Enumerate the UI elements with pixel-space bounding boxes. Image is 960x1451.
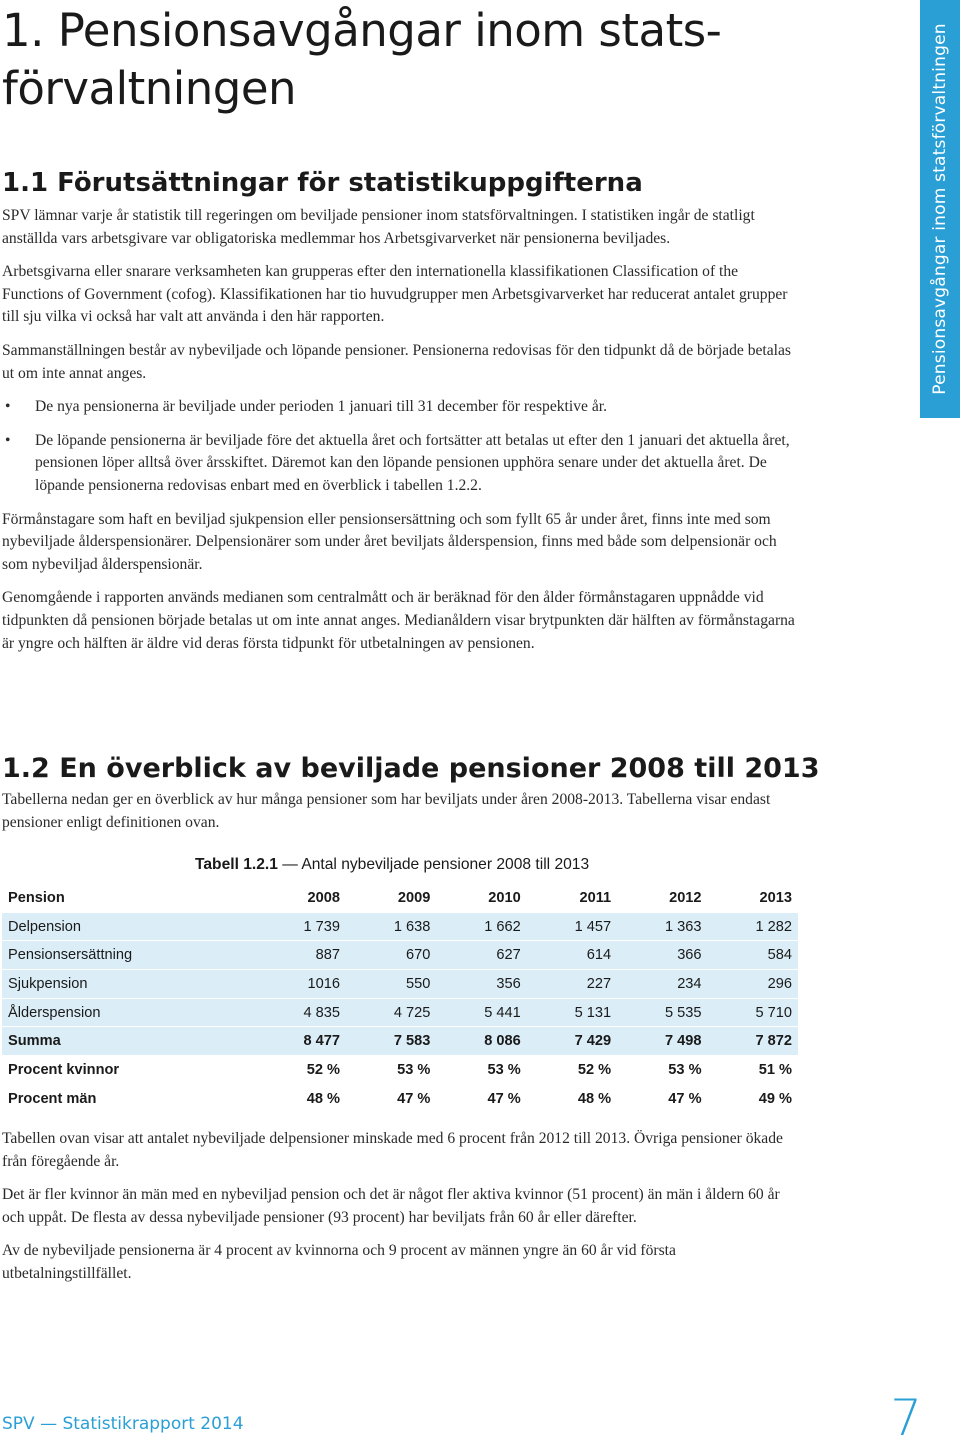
paragraph: Av de nybeviljade pensionerna är 4 procent av kvinnorna och 9 procent av männen yngre än 60 år vid första utbetalningstillfället. <box>2 1242 676 1282</box>
table-cell: 7 583 <box>346 1027 436 1056</box>
table-row <box>2 912 798 941</box>
table-cell: 887 <box>256 941 346 970</box>
column-header: 2010 <box>436 884 526 912</box>
table-cell: 227 <box>527 970 617 999</box>
table-cell: 52 % <box>256 1056 346 1085</box>
table-cell: 4 725 <box>346 998 436 1027</box>
table-cell: 614 <box>527 941 617 970</box>
row-label: Ålderspension <box>2 998 256 1027</box>
bullet-icon: • <box>5 431 11 449</box>
table-cell: 627 <box>436 941 526 970</box>
table-cell: 52 % <box>527 1056 617 1085</box>
table-cell: 47 % <box>436 1084 526 1113</box>
paragraph: SPV lämnar varje år statistik till regeringen om beviljade pensioner inom statsförvaltningen. I statistiken ingår de statligt anställda vars arbetsgivare var obligatoriska medlemmar hos Arbetsgivarverket när pensionerna beviljades. <box>2 207 755 247</box>
table-caption <box>195 856 589 874</box>
paragraph: Arbetsgivarna eller snarare verksamheten kan grupperas efter den internationella klassifikationen Classification of the Functions of Government (cofog). Klassifikationen har tio huvudgrupper men Arbetsgivarverket har reducerat antalet grupper till sju vilka vi också har valt att använda i den här rapporten. <box>2 263 788 326</box>
bullet-icon: • <box>5 398 11 416</box>
list-item-text: De löpande pensionerna är beviljade före det aktuella året och fortsätter att betalas ut efter den 1 januari det aktuella året, pensionen löper alltså över årsskiftet. Däremot kan den löpande pensionen upphöra senare under det aktuella året. De löpande pensionerna redovisas enbart med en överblick i tabellen 1.2.2. <box>35 431 790 494</box>
table-cell: 234 <box>617 970 707 999</box>
table-cell: 7 872 <box>708 1027 798 1056</box>
table-cell: 5 710 <box>708 998 798 1027</box>
column-header: 2008 <box>256 884 346 912</box>
column-header: 2011 <box>527 884 617 912</box>
table-cell: 5 131 <box>527 998 617 1027</box>
table-cell: 4 835 <box>256 998 346 1027</box>
table-cell: 53 % <box>346 1056 436 1085</box>
column-header: 2012 <box>617 884 707 912</box>
bullet-list <box>2 396 802 497</box>
row-label: Sjukpension <box>2 970 256 999</box>
table-row <box>2 998 798 1027</box>
table-header-row <box>2 884 798 912</box>
table-cell: 1 638 <box>346 912 436 941</box>
paragraph: Förmånstagare som haft en beviljad sjukpension eller pensionsersättning och som fyllt 65 år under året, finns inte med som nybeviljade ålderspensionärer. Delpensionärer som under året beviljats ålderspension, finns med både som delpensionär och som nybeviljad ålderspensionär. <box>2 510 777 573</box>
table-cell: 48 % <box>256 1084 346 1113</box>
row-label: Summa <box>2 1027 256 1056</box>
list-item <box>2 396 802 419</box>
table-cell: 1016 <box>256 970 346 999</box>
section-heading-1-1: 1.1 Förutsättningar för statistikuppgifterna <box>2 168 643 198</box>
paragraph: Det är fler kvinnor än män med en nybeviljad pension och det är något fler aktiva kvinnor (51 procent) än män i åldern 60 år och uppåt. De flesta av dessa nybeviljade pensioner (93 procent) har beviljats från 60 år eller därefter. <box>2 1186 780 1226</box>
table-cell: 1 739 <box>256 912 346 941</box>
page-number: 7 <box>890 1389 922 1447</box>
section-1-1-body <box>2 205 802 666</box>
footer-report-title: SPV — Statistikrapport 2014 <box>2 1414 244 1434</box>
table-cell: 48 % <box>527 1084 617 1113</box>
list-item <box>2 430 802 498</box>
column-header: 2013 <box>708 884 798 912</box>
table-cell: 584 <box>708 941 798 970</box>
side-tab-label: Pensionsavgångar inom statsförvaltningen <box>930 23 950 395</box>
table-cell: 356 <box>436 970 526 999</box>
table-row <box>2 1056 798 1085</box>
paragraph: Tabellerna nedan ger en överblick av hur många pensioner som har beviljats under åren 2008-2013. Tabellerna visar endast pensioner enligt definitionen ovan. <box>2 791 771 831</box>
table-cell: 7 498 <box>617 1027 707 1056</box>
table-cell: 8 086 <box>436 1027 526 1056</box>
pension-table <box>2 884 798 1114</box>
paragraph: Genomgående i rapporten används medianen som centralmått och är beräknad för den ålder förmånstagaren uppnådde vid tidpunkten då pensionen började betalas ut om inte annat anges. Medianåldern visar brytpunkten där hälften av förmånstagarna är yngre och hälften är äldre vid deras första tidpunkt för utbetalningen av pensionen. <box>2 589 795 652</box>
table-cell: 550 <box>346 970 436 999</box>
table-caption-number: Tabell 1.2.1 <box>195 856 278 873</box>
side-tab <box>920 0 960 418</box>
table-cell: 1 457 <box>527 912 617 941</box>
table-cell: 1 662 <box>436 912 526 941</box>
table-cell: 366 <box>617 941 707 970</box>
row-label: Delpension <box>2 912 256 941</box>
row-label: Procent män <box>2 1084 256 1113</box>
table-row <box>2 1084 798 1113</box>
section-1-2-intro <box>2 789 802 845</box>
table-caption-title: — Antal nybeviljade pensioner 2008 till 2013 <box>277 856 590 873</box>
column-header: 2009 <box>346 884 436 912</box>
row-label: Procent kvinnor <box>2 1056 256 1085</box>
table-cell: 5 535 <box>617 998 707 1027</box>
table-cell: 47 % <box>346 1084 436 1113</box>
after-table-body <box>2 1128 802 1297</box>
table-row-total <box>2 1027 798 1056</box>
table-cell: 7 429 <box>527 1027 617 1056</box>
table-cell: 1 363 <box>617 912 707 941</box>
table-cell: 51 % <box>708 1056 798 1085</box>
table-row <box>2 970 798 999</box>
table-row <box>2 941 798 970</box>
table-cell: 49 % <box>708 1084 798 1113</box>
paragraph: Sammanställningen består av nybeviljade och löpande pensioner. Pensionerna redovisas för den tidpunkt då de började betalas ut om inte annat anges. <box>2 341 791 382</box>
paragraph: Tabellen ovan visar att antalet nybeviljade delpensioner minskade med 6 procent från 2012 till 2013. Övriga pensioner ökade från föregående år. <box>2 1130 783 1170</box>
table-cell: 8 477 <box>256 1027 346 1056</box>
table-cell: 53 % <box>436 1056 526 1085</box>
row-label: Pensionsersättning <box>2 941 256 970</box>
section-heading-1-2: 1.2 En överblick av beviljade pensioner 2008 till 2013 <box>2 753 820 784</box>
column-header: Pension <box>2 884 256 912</box>
table-cell: 296 <box>708 970 798 999</box>
chapter-title: 1. Pensionsavgångar inom stats-förvaltningen <box>2 4 722 115</box>
list-item-text: De nya pensionerna är beviljade under perioden 1 januari till 31 december för respektive år. <box>35 398 607 416</box>
table-cell: 670 <box>346 941 436 970</box>
table-cell: 5 441 <box>436 998 526 1027</box>
table-cell: 53 % <box>617 1056 707 1085</box>
table-cell: 1 282 <box>708 912 798 941</box>
table-cell: 47 % <box>617 1084 707 1113</box>
